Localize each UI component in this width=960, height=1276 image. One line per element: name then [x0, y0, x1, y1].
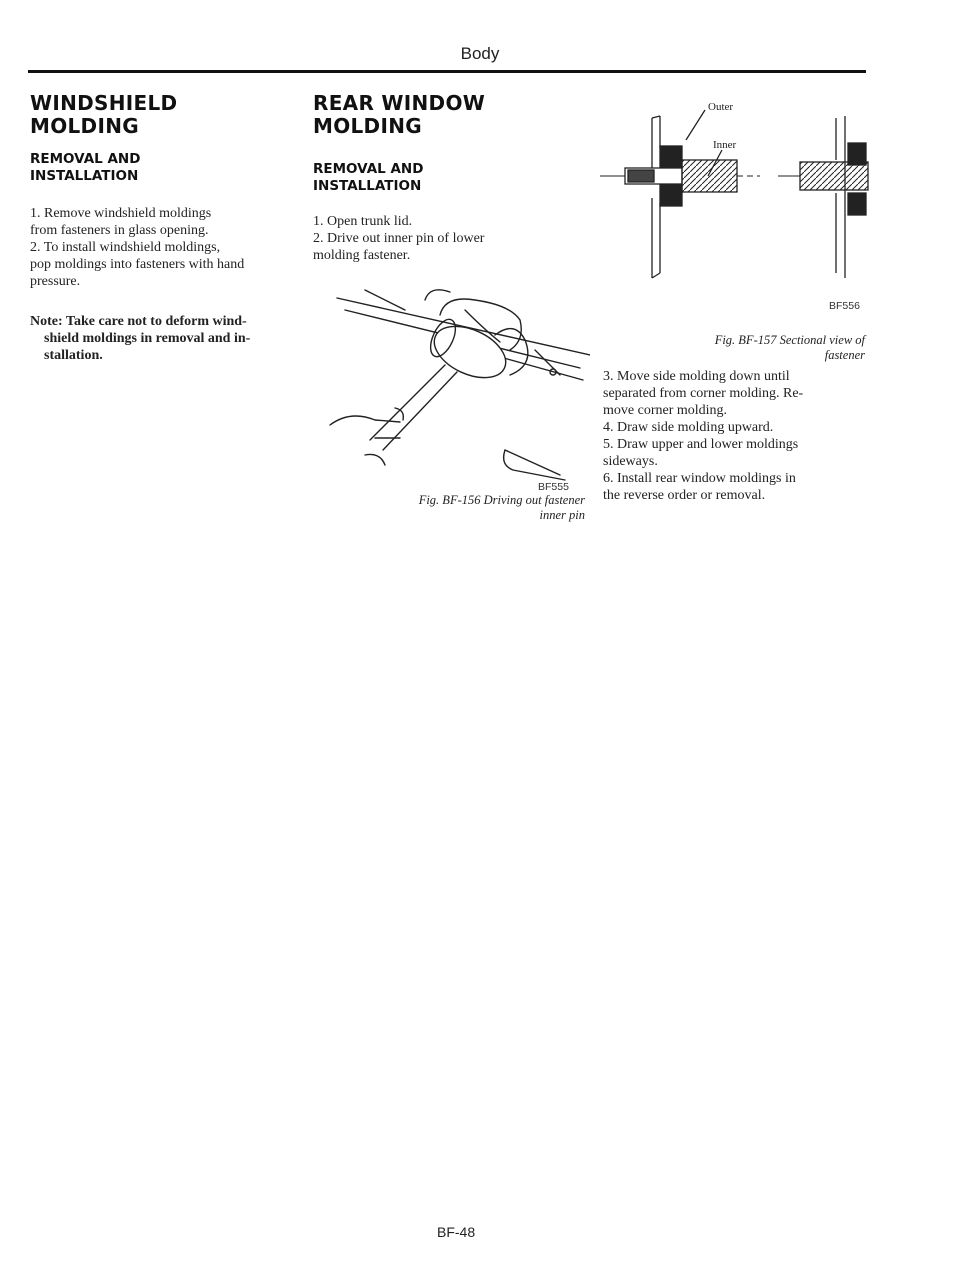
step-line: move corner molding.	[603, 403, 728, 418]
header-rule	[28, 70, 866, 73]
subheading-line: REMOVAL AND	[313, 161, 424, 177]
figure-caption-bf157	[605, 333, 865, 363]
note-line: stallation.	[44, 348, 103, 363]
caption-line: fastener	[824, 348, 865, 362]
step-line: 6. Install rear window moldings in	[603, 471, 796, 486]
page-number: BF-48	[437, 1224, 476, 1240]
step-line: 3. Move side molding down until	[603, 369, 790, 384]
caption-line: inner pin	[539, 508, 585, 522]
subheading-line: REMOVAL AND	[30, 151, 141, 167]
step-line: 5. Draw upper and lower moldings	[603, 437, 799, 452]
step-line: 1. Remove windshield moldings	[30, 206, 212, 221]
figure-code-bf556: BF556	[829, 300, 860, 312]
step-line: 2. Drive out inner pin of lower	[313, 231, 485, 246]
step-line: 2. To install windshield moldings,	[30, 240, 221, 255]
step-line: pop moldings into fasteners with hand	[30, 257, 245, 272]
windshield-steps	[30, 205, 294, 290]
subheading-line: INSTALLATION	[313, 178, 422, 194]
note-line: Note: Take care not to deform wind-	[30, 314, 247, 329]
windshield-molding-heading	[30, 92, 177, 138]
windshield-subheading	[30, 151, 140, 185]
label-outer: Outer	[708, 101, 734, 113]
fastener-sectional-view-diagram	[600, 88, 870, 288]
caption-line: Fig. BF-157 Sectional view of	[714, 333, 865, 347]
hammer-driving-pin-illustration	[325, 280, 590, 495]
rear-window-steps	[313, 213, 588, 264]
step-line: 4. Draw side molding upward.	[603, 420, 774, 435]
step-line: separated from corner molding. Re-	[603, 386, 804, 401]
figure-caption-bf156	[320, 493, 585, 523]
heading-line: REAR WINDOW	[313, 91, 486, 115]
heading-line: WINDSHIELD	[30, 91, 178, 115]
figure-code-bf555: BF555	[538, 481, 569, 493]
step-line: the reverse order or removal.	[603, 488, 766, 503]
heading-line: MOLDING	[313, 114, 422, 138]
caption-line: Fig. BF-156 Driving out fastener	[418, 493, 585, 507]
step-line: molding fastener.	[313, 248, 411, 263]
step-line: 1. Open trunk lid.	[313, 214, 413, 229]
note-line: shield moldings in removal and in-	[44, 331, 251, 346]
page-header-title: Body	[460, 44, 500, 63]
step-line: pressure.	[30, 274, 81, 289]
subheading-line: INSTALLATION	[30, 168, 139, 184]
step-line: sideways.	[603, 454, 658, 469]
rear-window-subheading	[313, 161, 423, 195]
rear-window-steps-continued	[603, 368, 867, 504]
windshield-note	[30, 313, 300, 364]
heading-line: MOLDING	[30, 114, 139, 138]
rear-window-molding-heading	[313, 92, 485, 138]
step-line: from fasteners in glass opening.	[30, 223, 209, 238]
label-inner: Inner	[713, 139, 737, 151]
